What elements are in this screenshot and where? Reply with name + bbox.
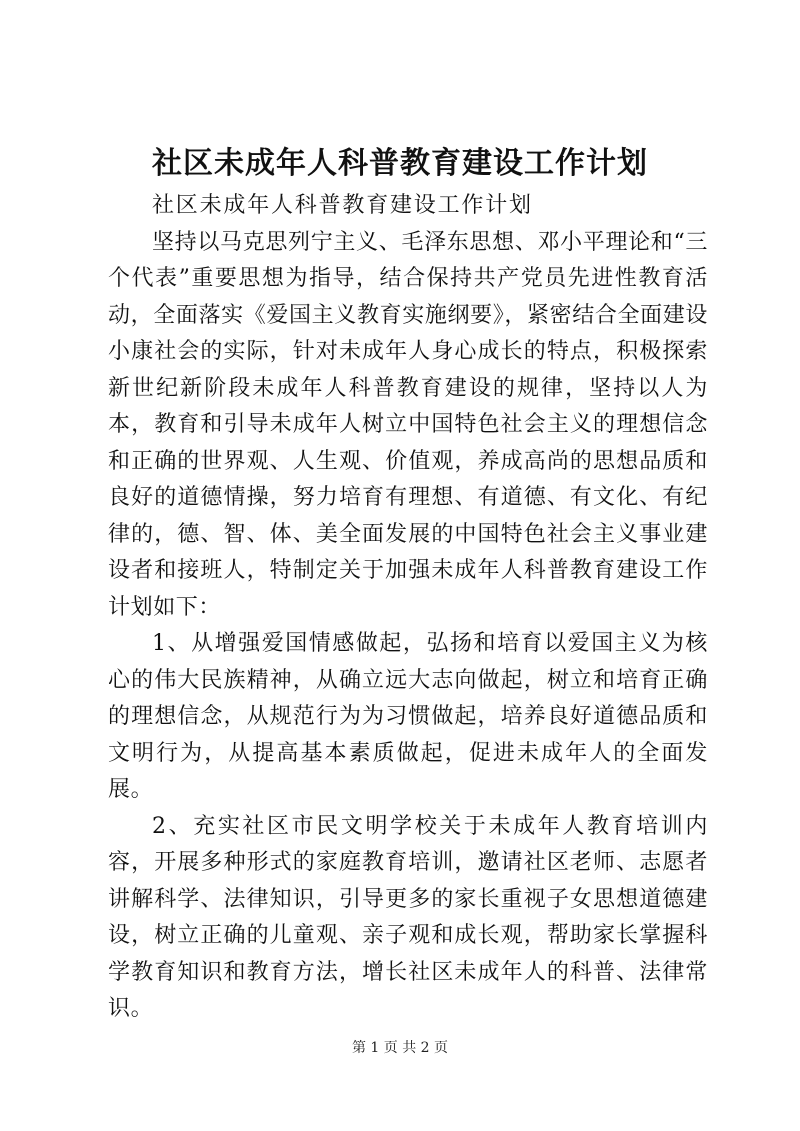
document-body <box>108 188 708 1028</box>
paragraph-item-2: 2、充实社区市民文明学校关于未成年人教育培训内容，开展多种形式的家庭教育培训，邀请社区老师、志愿者讲解科学、法律知识，引导更多的家长重视子女思想道德建设，树立正确的儿童观、亲子观和成长观，帮助家长掌握科学教育知识和教育方法，增长社区未成年人的科普、法律常识。 <box>108 813 708 1021</box>
paragraph-item-1: 1、从增强爱国情感做起，弘扬和培育以爱国主义为核心的伟大民族精神，从确立远大志向做起，树立和培育正确的理想信念，从规范行为为习惯做起，培养良好道德品质和文明行为，从提高基本素质做起，促进未成年人的全面发展。 <box>108 631 708 802</box>
document-subtitle: 社区未成年人科普教育建设工作计划 <box>152 193 533 218</box>
document-title: 社区未成年人科普教育建设工作计划 <box>152 146 648 181</box>
page-number-label: 第 1 页 共 2 页 <box>351 1040 449 1056</box>
page-footer <box>0 1038 800 1058</box>
paragraph-intro: 坚持以马克思列宁主义、毛泽东思想、邓小平理论和“三个代表”重要思想为指导，结合保持共产党员先进性教育活动，全面落实《爱国主义教育实施纲要》，紧密结合全面建设小康社会的实际，针对未成年人身心成长的特点，积极探索新世纪新阶段未成年人科普教育建设的规律，坚持以人为本，教育和引导未成年人树立中国特色社会主义的理想信念和正确的世界观、人生观、价值观，养成高尚的思想品质和良好的道德情操，努力培育有理想、有道德、有文化、有纪律的，德、智、体、美全面发展的中国特色社会主义事业建设者和接班人，特制定关于加强未成年人科普教育建设工作计划如下： <box>108 229 708 620</box>
